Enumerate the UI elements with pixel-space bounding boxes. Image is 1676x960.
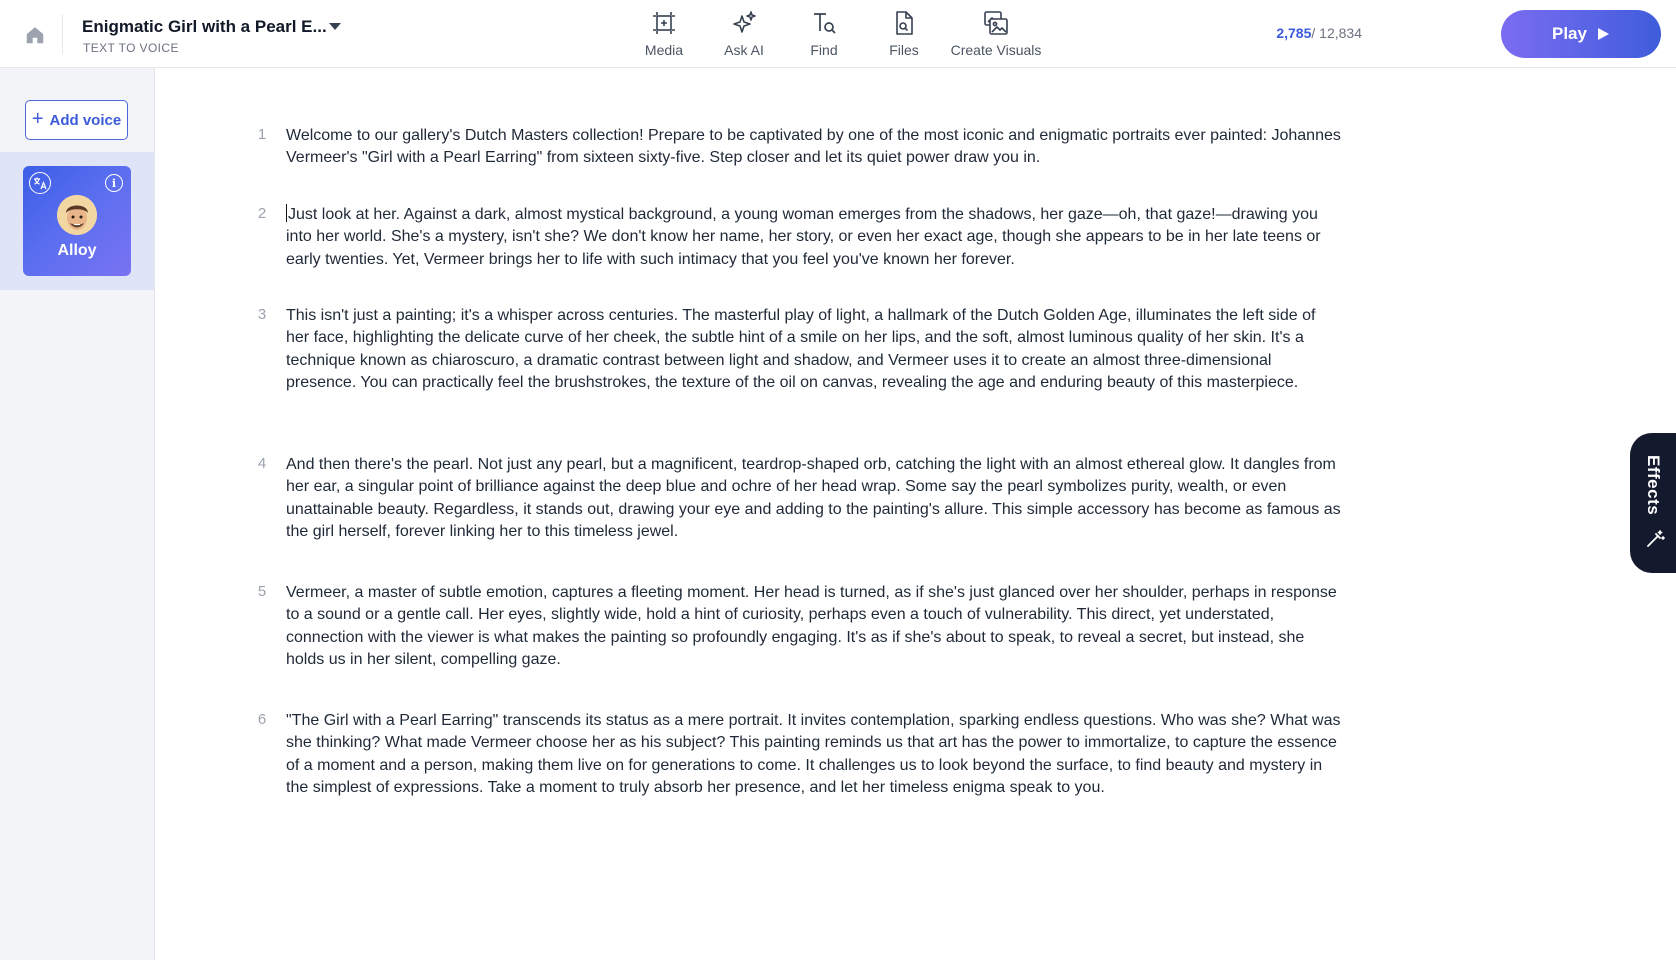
play-icon	[1597, 27, 1610, 41]
tool-files-label: Files	[889, 42, 919, 58]
character-count-used: 2,785	[1276, 25, 1312, 41]
crop-frame-icon	[651, 10, 677, 36]
paragraph-number: 2	[257, 205, 267, 222]
home-button[interactable]	[20, 20, 50, 50]
play-button[interactable]	[1501, 10, 1661, 58]
tool-create-visuals-label: Create Visuals	[950, 42, 1042, 58]
sparkles-icon	[731, 10, 757, 36]
caret-down-icon	[329, 23, 341, 31]
character-counter	[1276, 25, 1362, 41]
voice-sidebar	[0, 68, 155, 960]
paragraph-text[interactable]: Welcome to our gallery's Dutch Masters collection! Prepare to be captivated by one of the most iconic and enigmatic portraits ever painted: Johannes Vermeer's "Girl with a Pearl Earring" from sixteen sixty-five. Step closer and let its quiet power draw you in.	[286, 127, 1341, 167]
add-voice-button[interactable]	[25, 100, 128, 140]
voice-name: Alloy	[57, 242, 97, 259]
script-editor	[156, 68, 1626, 960]
document-type-label: TEXT TO VOICE	[83, 41, 179, 55]
paragraph-text[interactable]: Vermeer, a master of subtle emotion, captures a fleeting moment. Her head is turned, as if she's just glanced over her shoulder, perhaps in response to a sound or a gentle call. Her eyes, slightly wide, hold a hint of curiosity, perhaps even a touch of vulnerability. This direct, yet understated, connection with the viewer is what makes the painting so profoundly engaging. It's as if she's about to speak, to reveal a secret, but instead, she holds us in her silent, compelling gaze.	[286, 584, 1337, 669]
magic-wand-icon	[1645, 529, 1665, 549]
character-count-total: / 12,834	[1311, 25, 1362, 41]
tool-files[interactable]	[864, 8, 944, 62]
paragraph-number: 6	[257, 711, 267, 728]
paragraph-text[interactable]: This isn't just a painting; it's a whisper across centuries. The masterful play of light, a hallmark of the Dutch Golden Age, illuminates the left side of her face, highlighting the delicate curve of her cheek, the subtle hint of a smile on her lips, and the soft, almost luminous quality of her skin. It's a technique known as chiaroscuro, a dramatic contrast between light and shadow, and Vermeer uses it to create an almost three-dimensional presence. You can practically feel the brushstrokes, the texture of the oil on canvas, revealing the age and enduring beauty of this masterpiece.	[286, 307, 1316, 392]
paragraph-number: 5	[257, 583, 267, 600]
document-title[interactable]: Enigmatic Girl with a Pearl E...	[82, 17, 327, 36]
add-voice-label: Add voice	[49, 111, 122, 129]
title-dropdown-button[interactable]	[326, 18, 344, 36]
translate-icon[interactable]	[29, 172, 51, 194]
tool-find[interactable]	[784, 8, 864, 62]
plus-icon: +	[31, 108, 44, 130]
paragraph-text[interactable]: "The Girl with a Pearl Earring" transcends its status as a mere portrait. It invites contemplation, sparking endless questions. Who was she? What was she thinking? What made Vermeer choose her as his subject? This painting reminds us that art has the power to immortalize, to capture the essence of a moment and a person, making them live on for generations to come. It challenges us to look beyond the surface, to find beauty and mystery in the simplest of expressions. Take a moment to truly absorb her presence, and let her timeless enigma speak to you.	[286, 712, 1341, 797]
effects-label: Effects	[1644, 455, 1663, 516]
tool-media[interactable]	[624, 8, 704, 62]
tool-create-visuals[interactable]	[944, 8, 1048, 62]
paragraph-number: 4	[257, 455, 267, 472]
tool-find-label: Find	[810, 42, 838, 58]
effects-panel-tab[interactable]	[1630, 433, 1676, 573]
paragraph-number: 3	[257, 306, 267, 323]
paragraph-text[interactable]	[286, 204, 1341, 271]
play-button-label: Play	[1552, 24, 1587, 43]
image-gallery-icon	[983, 10, 1009, 36]
main-toolbar	[624, 8, 1048, 62]
voice-card-alloy[interactable]	[23, 166, 131, 276]
text-search-icon	[811, 10, 837, 36]
header-divider	[62, 14, 63, 54]
tool-ask-ai[interactable]	[704, 8, 784, 62]
paragraph-text[interactable]: And then there's the pearl. Not just any pearl, but a magnificent, teardrop-shaped orb, catching the light with an almost ethereal glow. It dangles from her ear, a singular point of brilliance against the deep blue and ochre of her head wrap. Some say the pearl symbolizes purity, wealth, or even unattainable beauty. Regardless, it stands out, drawing your eye and adding to the painting's allure. This simple accessory has become as famous as the girl herself, forever linking her to this timeless jewel.	[286, 456, 1341, 541]
paragraph-number: 1	[257, 126, 267, 143]
voice-avatar	[57, 195, 97, 235]
text-cursor	[286, 204, 287, 222]
file-search-icon	[891, 10, 917, 36]
tool-ask-ai-label: Ask AI	[724, 42, 764, 58]
info-icon[interactable]: i	[105, 174, 123, 192]
home-icon	[24, 24, 46, 46]
top-header	[0, 0, 1676, 68]
tool-media-label: Media	[644, 42, 684, 58]
paragraph-text-content: Just look at her. Against a dark, almost mystical background, a young woman emerges from the shadows, her gaze—oh, that gaze!—drawing you into her world. She's a mystery, isn't she? We don't know her name, her story, or even her exact age, though she appears to be in her late teens or early twenties. Yet, Vermeer brings her to life with such intimacy that you feel you've known her forever.	[286, 206, 1321, 268]
